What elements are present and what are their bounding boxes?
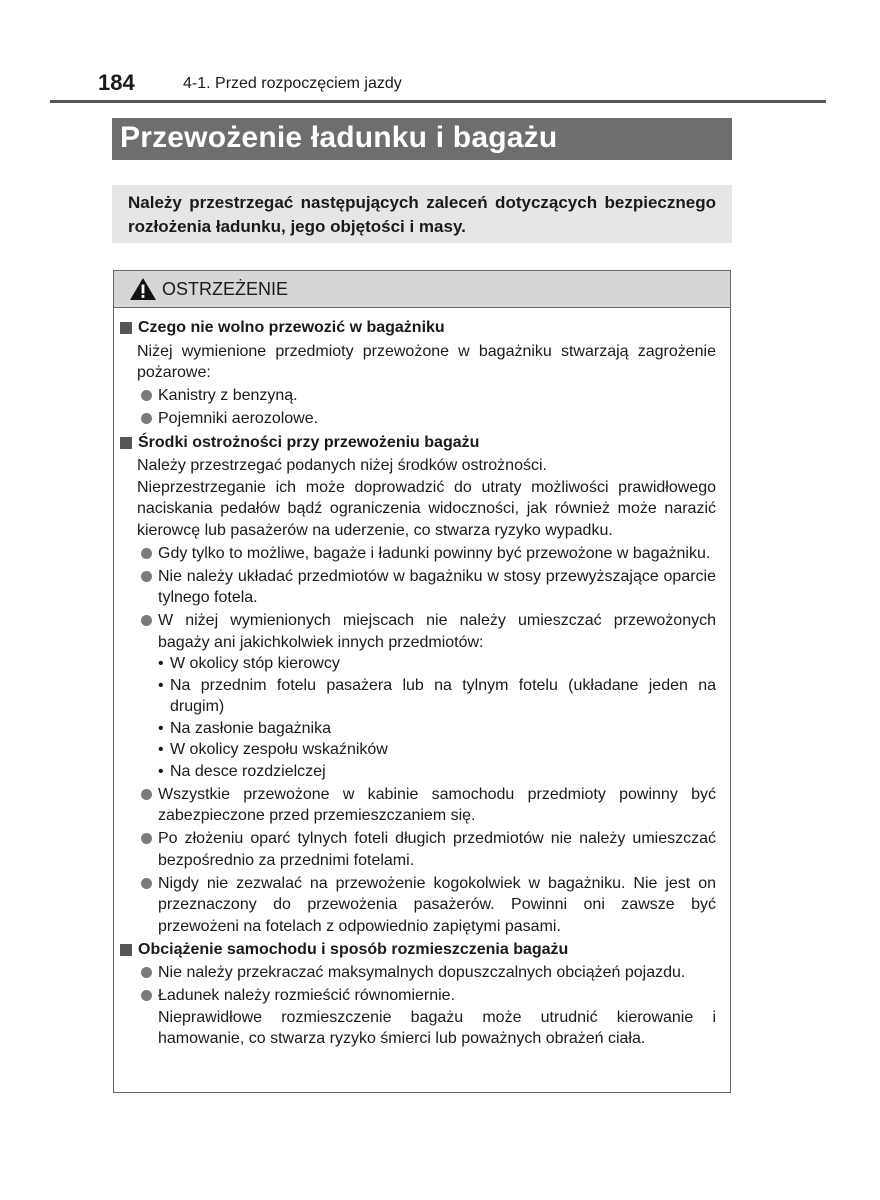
sub-list-item-text: Na desce rozdzielczej [170, 762, 326, 780]
list-item [120, 985, 716, 1007]
list-item-text: Gdy tylko to możliwe, bagaże i ładunki powinny być przewożone w bagażniku. [158, 544, 711, 562]
square-bullet-icon [120, 944, 132, 956]
list-item-text: Pojemniki aerozolowe. [158, 410, 319, 427]
paragraph: Nieprzestrzeganie ich może doprowadzić do utraty możliwości prawidłowego naciskania pedałów bądź ograniczenia widoczności, jak również może narazić kierowcę lub pasażerów na uderzenie, co stwarza ryzyko wypadku. [137, 478, 716, 539]
section-heading-text: Środki ostrożności przy przewożeniu bagażu [138, 433, 480, 451]
list-item [120, 543, 716, 565]
page-number: 184 [98, 70, 135, 95]
sub-list-item: • Na desce rozdzielczej [158, 762, 326, 780]
sub-list-item: • Na przednim fotelu pasażera lub na tylnym fotelu (układane jeden na drugim) [158, 676, 716, 715]
list-item-text: Ładunek należy rozmieścić równomiernie. [158, 987, 456, 1004]
section-heading [120, 317, 716, 339]
list-item-text: Nie należy układać przedmiotów w bagażniku w stosy przewyższające oparcie tylnego fotela. [158, 567, 716, 606]
page-title: Przewożenie ładunku i bagażu [120, 121, 558, 154]
round-bullet-icon [141, 990, 152, 1001]
sub-list-item-text: W okolicy stóp kierowcy [170, 655, 340, 672]
intro-text: Należy przestrzegać następujących zaleceń dotyczących bezpiecznego rozłożenia ładunku, jego objętości i masy. [112, 185, 732, 243]
list-item-text: W niżej wymienionych miejscach nie należy umieszczać przewożonych bagaży ani jakichkolwiek innych przedmiotów: [158, 612, 716, 651]
round-bullet-icon [141, 571, 152, 582]
sub-list-item: • W okolicy stóp kierowcy [158, 655, 340, 672]
round-bullet-icon [141, 548, 152, 559]
paragraph: Należy przestrzegać podanych niżej środków ostrożności. [137, 457, 547, 474]
list-item [120, 873, 716, 938]
warning-box [113, 270, 731, 1093]
round-bullet-icon [141, 878, 152, 889]
sub-list-item-text: W okolicy zespołu wskaźników [170, 741, 388, 758]
section-path: 4-1. Przed rozpoczęciem jazdy [183, 75, 402, 92]
list-item [120, 828, 716, 871]
list-item [120, 566, 716, 609]
sub-list-item: • Na zasłonie bagażnika [158, 719, 331, 737]
sub-list-item-text: Na zasłonie bagażnika [170, 719, 331, 737]
list-item-text: Nigdy nie zezwalać na przewożenie kogokolwiek w bagażniku. Nie jest on przeznaczony do przewożenia pasażerów. Powinni oni zawsze być przewożeni na fotelach z odpowiednio zapiętymi pasami. [158, 874, 716, 935]
warning-content [114, 308, 730, 1050]
paragraph: Nieprawidłowe rozmieszczenie bagażu może utrudnić kierowanie i hamowanie, co stwarza ryzyko śmierci lub poważnych obrażeń ciała. [158, 1008, 716, 1047]
section-heading-text: Obciążenie samochodu i sposób rozmieszczenia bagażu [138, 941, 569, 958]
list-item [120, 385, 716, 407]
section-heading [120, 939, 716, 961]
square-bullet-icon [120, 322, 132, 334]
round-bullet-icon [141, 413, 152, 424]
warning-title: OSTRZEŻENIE [162, 279, 289, 299]
list-item [120, 408, 716, 430]
page-header [50, 70, 826, 100]
round-bullet-icon [141, 833, 152, 844]
title-bar [112, 118, 732, 160]
round-bullet-icon [141, 615, 152, 626]
round-bullet-icon [141, 390, 152, 401]
list-item [120, 610, 716, 653]
list-item-text: Po złożeniu oparć tylnych foteli długich przedmiotów nie należy umieszczać bezpośrednio za przednimi fotelami. [158, 830, 716, 869]
section-heading [120, 432, 716, 454]
square-bullet-icon [120, 437, 132, 449]
section-heading-text: Czego nie wolno przewozić w bagażniku [138, 319, 445, 336]
round-bullet-icon [141, 789, 152, 800]
list-item [120, 784, 716, 827]
list-item-text: Wszystkie przewożone w kabinie samochodu przedmioty powinny być zabezpieczone przed przemieszczaniem się. [158, 785, 716, 824]
list-item-text: Kanistry z benzyną. [158, 387, 298, 404]
round-bullet-icon [141, 967, 152, 978]
header-rule [50, 100, 826, 103]
list-item-text: Nie należy przekraczać maksymalnych dopuszczalnych obciążeń pojazdu. [158, 964, 686, 981]
sub-list-item: • W okolicy zespołu wskaźników [158, 741, 388, 758]
warning-header [114, 271, 730, 308]
warning-triangle-icon [129, 277, 157, 301]
sub-list [120, 653, 716, 782]
sub-list-item-text: Na przednim fotelu pasażera lub na tylnym fotelu (układane jeden na drugim) [170, 676, 716, 715]
list-item [120, 962, 716, 984]
paragraph: Niżej wymienione przedmioty przewożone w bagażniku stwarzają zagrożenie pożarowe: [137, 342, 716, 381]
